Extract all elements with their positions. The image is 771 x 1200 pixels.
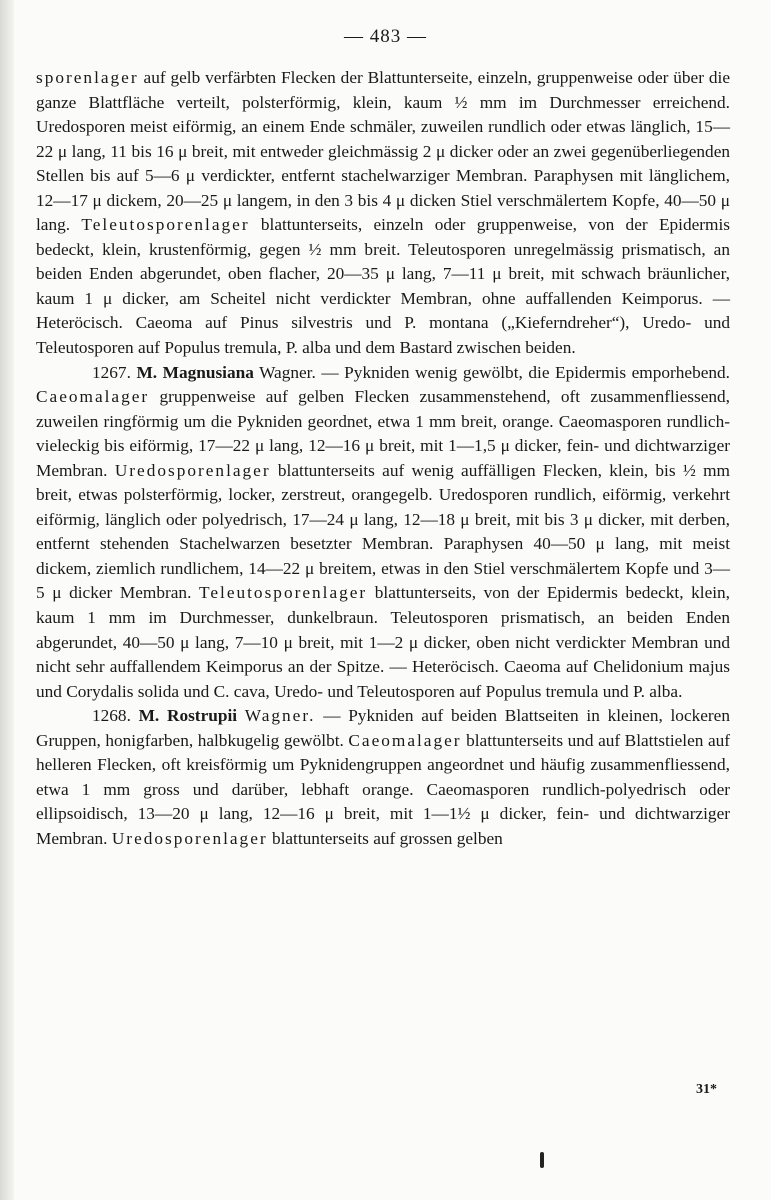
author-name: Wagner. [244,706,316,726]
paragraph-text: blattunterseits und auf Blattstielen auf helleren Flecken, oft kreisförmig um Pyknidengruppen angeordnet und häufig zusammenfliessend, etwa 1 mm gross und darüber, lebhaft orange. Caeomasporen rundlich-polyedrisch oder ellipsoidisch, 13—20 μ lang, 12—16 μ breit, mit 1—1½ μ dicker, fein- und dichtwarziger Membran. [36,730,731,848]
spaced-term: sporenlager [36,68,139,87]
spaced-term: Teleutosporenlager [199,583,368,603]
spaced-term: Teleutosporenlager [81,215,250,235]
paragraph-text: blattunterseits, von der Epidermis bedeckt, klein, kaum 1 mm im Durchmesser, dunkelbraun. Teleutosporen prismatisch, an beiden Enden abgerundet, 40—50 μ lang, 7—10 μ breit, mit 1—2 μ dicker, oben nicht verdickter Membran und nicht sehr auffallendem Keimporus an der Spitze. — Heteröcisch. Caeoma auf Chelidonium majus und Corydalis solida und C. cava, Uredo- und Teleutosporen auf Populus tremula und P. alba. [36,583,731,701]
page-body [36,66,730,852]
spaced-term: Caeomalager [36,387,150,407]
paragraph-text: blattunterseits auf wenig auffälligen Flecken, klein, bis ½ mm breit, etwas polsterförmig, locker, zerstreut, orangegelb. Uredosporen rundlich, eiförmig, verkehrt eiförmig, länglich oder polyedrisch, 17—24 μ lang, 12—18 μ breit, mit bis 3 μ dicker, mit derben, entfernt stehenden Stachelwarzen besetzter Membran. Paraphysen 40—50 μ lang, mit meist dickem, ziemlich rundlichem, 14—22 μ breitem, etwas in den Stiel verschmälertem Kopfe und 3—5 μ dicker Membran. [36,460,730,603]
paragraph-continuation [36,66,730,361]
paragraph-text: Wagner. — Pykniden wenig gewölbt, die Epidermis emporhebend. [253,362,731,382]
entry-1267 [36,361,730,705]
entry-number: 1267. [92,362,137,382]
paragraph-text: auf gelb verfärbten Flecken der Blattunterseite, einzeln, gruppenweise oder über die ganze Blattfläche verteilt, polsterförmig, klein, kaum ½ mm im Durchmesser erreichend. Uredosporen meist eiförmig, an einem Ende schmäler, zuweilen rundlich oder etwas länglich, 15—22 μ lang, 11 bis 16 μ breit, mit entweder gleichmässig 2 μ dicker oder an zwei gegenüberliegenden Stellen bis auf 5—6 μ verdickter, entfernt stachelwarziger Membran. Paraphysen mit länglichem, 12—17 μ dickem, 20—25 μ langem, in den 3 bis 4 μ dicken Stiel verschmälertem Kopfe, 40—50 μ lang. [36,68,730,235]
paragraph-text: — Pykniden auf beiden Blattseiten in kleinen, lockeren Gruppen, honigfarben, halbkugelig gewölbt. [36,706,730,750]
entry-1268 [36,704,730,851]
paragraph-text: blattunterseits, einzeln oder gruppenweise, von der Epidermis bedeckt, klein, krustenförmig, gegen ½ mm breit. Teleutosporen unregelmässig prismatisch, an beiden Enden abgerundet, oben flacher, 20—35 μ lang, 7—11 μ breit, mit schwach bräunlicher, kaum 1 μ dicker, am Scheitel nicht verdickter Membran, ohne auffallenden Keimporus. — Heteröcisch. Caeoma auf Pinus silvestris und P. montana („Kieferndreher“), Uredo- und Teleutosporen auf Populus tremula, P. alba und dem Bastard zwischen beiden. [36,215,730,358]
spaced-term: Caeomalager [348,730,462,750]
ink-speck [540,1152,544,1168]
entry-number: 1268. [92,706,139,726]
paragraph-text [237,706,245,725]
species-name: M. Magnusiana [136,362,254,382]
paragraph-text: gruppenweise auf gelben Flecken zusammenstehend, oft zusammenfliessend, zuweilen ringförmig um die Pykniden geordnet, etwa 1 mm breit, orange. Caeomasporen rundlich-vieleckig bis eiförmig, 17—22 μ lang, 12—16 μ breit, mit 1—1,5 μ dicker, fein- und dichtwarziger Membran. [36,387,730,480]
spaced-term: Uredosporenlager [111,828,268,848]
page-binding-edge [0,0,14,1200]
spaced-term: Uredosporenlager [114,460,271,480]
page-number: — 483 — [344,26,427,47]
paragraph-text: blattunterseits auf grossen gelben [267,828,503,848]
species-name: M. Rostrupii [138,706,238,726]
signature-mark: 31* [696,1082,717,1097]
